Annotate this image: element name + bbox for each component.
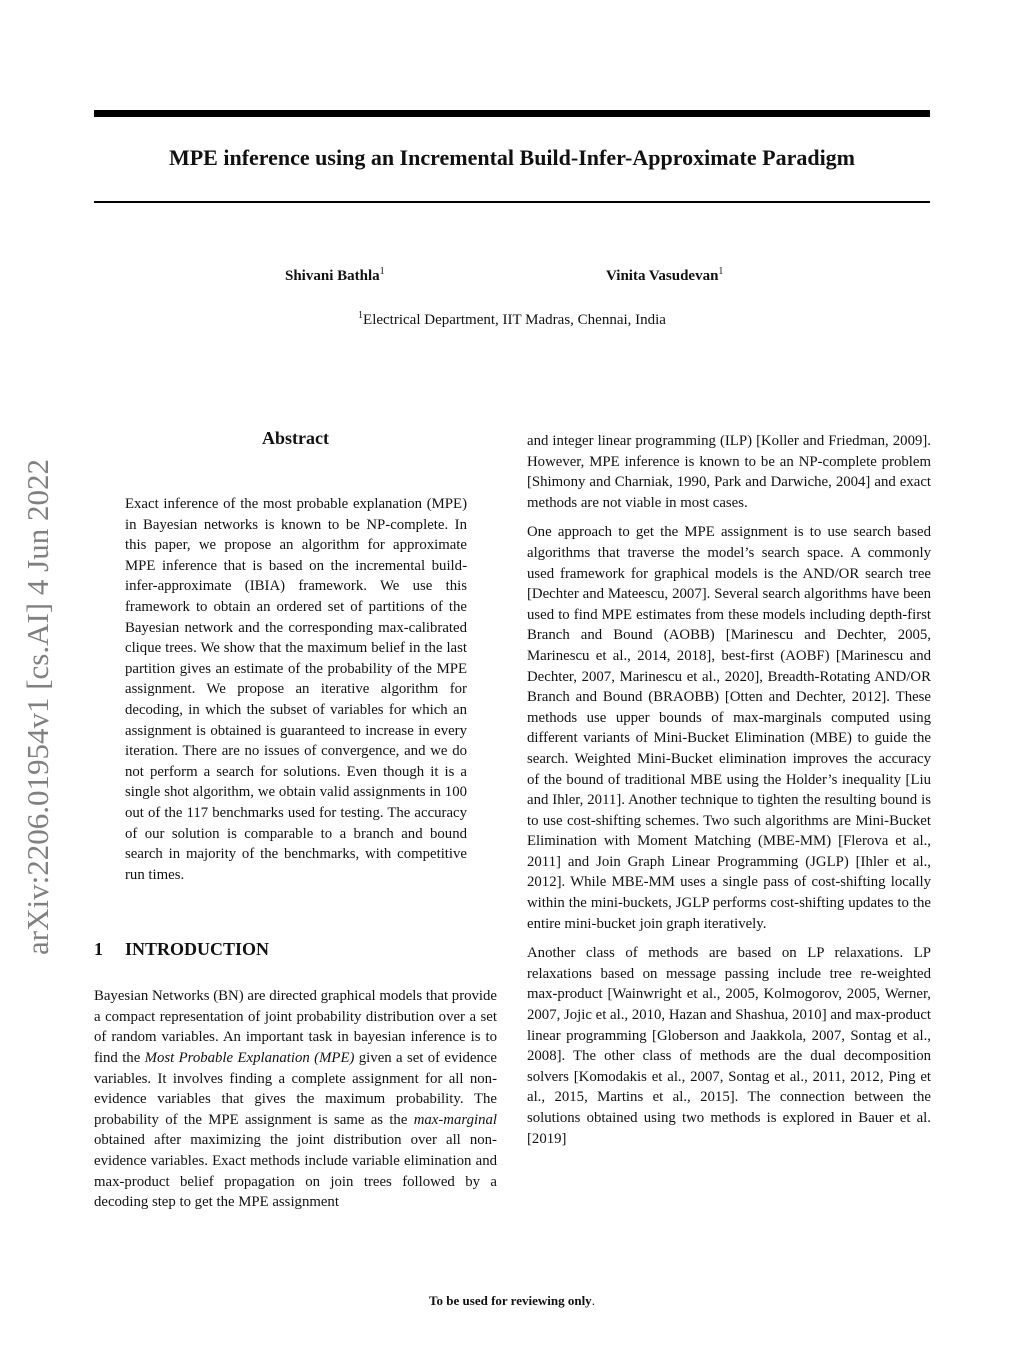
intro-p1-part-c: obtained after maximizing the joint distribution over all non-evidence variables. Exact methods include variable elimination and max-product belief propagation on join trees followed by a decoding step to get the MPE assignment: [94, 1132, 497, 1211]
review-footer-text: To be used for reviewing only: [429, 1293, 592, 1308]
intro-paragraph-2: One approach to get the MPE assignment is to use search based algorithms that traverse the model’s search space. A commonly used framework for graphical models is the AND/OR search tree [Dechter and Mateescu, 2007]. Several search algorithms have been used to find MPE estimates from these models including depth-first Branch and Bound (AOBB) [Marinescu and Dechter, 2005, Marinescu et al., 2014, 2018], best-first (AOBF) [Marinescu and Dechter, 2007, Marinescu et al., 2020], Breadth-Rotating AND/OR Branch and Bound (BRAOBB) [Otten and Dechter, 2012]. These methods use upper bounds of max-marginals computed using different variants of Mini-Bucket Elimination (MBE) to guide the search. Weighted Mini-Bucket elimination improves the accuracy of the bound of traditional MBE using the Holder’s inequality [Liu and Ihler, 2011]. Another technique to tighten the resulting bound is to use cost-shifting schemes. Two such algorithms are Mini-Bucket Elimination with Moment Matching (MBE-MM) [Flerova et al., 2011] and Join Graph Linear Programming (JGLP) [Ihler et al., 2012]. While MBE-MM uses a single pass of cost-shifting locally within the mini-buckets, JGLP performs cost-shifting updates to the entire mini-bucket join graph iteratively.: [527, 524, 931, 932]
review-footer: [0, 1292, 1024, 1310]
title-rule-bottom: [94, 201, 930, 203]
arxiv-stamp: arXiv:2206.01954v1 [cs.AI] 4 Jun 2022: [20, 459, 55, 955]
title-rule-top: [94, 110, 930, 117]
affiliation-text: Electrical Department, IIT Madras, Chennai, India: [363, 312, 666, 328]
intro-paragraph-1-continued: and integer linear programming (ILP) [Koller and Friedman, 2009]. However, MPE inference is known to be an NP-complete problem [Shimony and Charniak, 1990, Park and Darwiche, 2004] and exact methods are not viable in most cases.: [527, 433, 931, 511]
intro-p1-part-a: Bayesian Networks (BN) are directed graphical models that provide a compact representation of joint probability distribution over a set of random variables. An important task in bayesian inference is to find the: [94, 988, 497, 1067]
author-2: [606, 266, 723, 286]
intro-p1-term-max-marginal: max-marginal: [413, 1111, 497, 1128]
intro-heading: [94, 936, 497, 962]
intro-p1-term-mpe: Most Probable Explanation (MPE): [144, 1050, 355, 1067]
abstract-text: Exact inference of the most probable explanation (MPE) in Bayesian networks is known to be NP-complete. In this paper, we propose an algorithm for approximate MPE inference that is based on the incremental build-infer-approximate (IBIA) framework. We use this framework to obtain an ordered set of partitions of the Bayesian network and the corresponding max-calibrated clique trees. We show that the maximum belief in the last partition gives an estimate of the probability of the MPE assignment. We propose an iterative algorithm for decoding, in which the subset of variables for which an assignment is obtained is guaranteed to increase in every iteration. There are no issues of convergence, and we do not perform a search for solutions. Even though it is a single shot algorithm, we obtain valid assignments in 100 out of the 117 benchmarks used for testing. The accuracy of our solution is comparable to a branch and bound search in majority of the benchmarks, with competitive run times.: [125, 496, 467, 883]
intro-section-title: INTRODUCTION: [125, 939, 270, 960]
review-footer-period: .: [591, 1293, 595, 1308]
right-column: [527, 431, 931, 1149]
author-2-name: Vinita Vasudevan: [606, 268, 719, 284]
author-2-affil-mark: 1: [718, 266, 724, 277]
author-1-affil-mark: 1: [379, 266, 385, 277]
abstract-heading: Abstract: [262, 428, 329, 448]
paper-title: MPE inference using an Incremental Build-Infer-Approximate Paradigm: [168, 145, 856, 170]
intro-paragraph-1: [94, 986, 497, 1213]
intro-section-number: 1: [94, 939, 103, 960]
intro-p1-part-b: given a set of evidence variables. It involves finding a complete assignment for all non-evidence variables that gives the maximum probability. The probability of the MPE assignment is same as the: [94, 1050, 497, 1128]
left-column: [94, 425, 497, 1213]
author-1: [285, 266, 385, 286]
affiliation-mark: 1: [358, 310, 364, 321]
affiliation: [94, 310, 930, 330]
author-1-name: Shivani Bathla: [285, 268, 380, 284]
intro-paragraph-3: Another class of methods are based on LP relaxations. LP relaxations based on message passing include tree re-weighted max-product [Wainwright et al., 2005, Kolmogorov, 2005, Werner, 2007, Jojic et al., 2010, Hazan and Shashua, 2010] and max-product linear programming [Globerson and Jaakkola, 2007, Sontag et al., 2008]. The other class of methods are the dual decomposition solvers [Komodakis et al., 2007, Sontag et al., 2011, 2012, Ping et al., 2015, Martins et al., 2015]. The connection between the solutions obtained using two methods is explored in Bauer et al. [2019]: [527, 945, 931, 1147]
